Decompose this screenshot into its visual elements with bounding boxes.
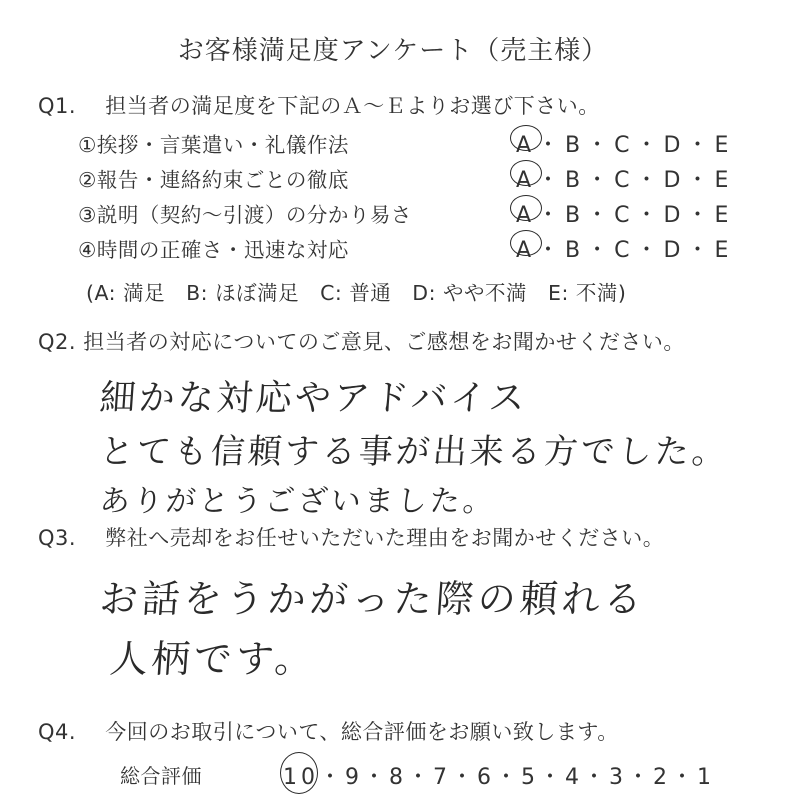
q1-item-scale: A・B・C・D・E <box>516 203 735 228</box>
handwritten-answer-line: 細かな対応やアドバイス <box>98 378 530 419</box>
question-text: 担当者の満足度を下記のＡ～Ｅよりお選び下さい。 <box>105 94 600 118</box>
q1-item-label: ②報告・連絡約束ごとの徹底 <box>78 168 349 192</box>
question-text: 今回のお取引について、総合評価をお願い致します。 <box>105 720 619 744</box>
question-number: Q4. <box>38 720 77 744</box>
selection-circle <box>510 230 542 256</box>
handwritten-answer-line: お話をうかがった際の頼れる <box>98 577 648 621</box>
question-text: 担当者の対応についてのご意見、ご感想をお聞かせください。 <box>83 330 685 354</box>
question-4 <box>38 716 619 746</box>
handwritten-answer-line: とても信頼する事が出来る方でした。 <box>98 432 731 472</box>
question-3 <box>38 522 664 552</box>
selection-circle <box>510 195 542 221</box>
q1-item-scale: A・B・C・D・E <box>516 168 735 193</box>
q1-item-scale: A・B・C・D・E <box>516 238 735 263</box>
handwritten-answer-line: ありがとうございました。 <box>98 484 497 519</box>
q1-item-label: ③説明（契約～引渡）の分かり易さ <box>78 203 412 227</box>
selection-circle <box>510 125 542 151</box>
question-number: Q2. <box>38 330 77 354</box>
q1-item-label: ④時間の正確さ・迅速な対応 <box>78 238 349 262</box>
selection-circle <box>280 752 318 794</box>
question-1 <box>38 90 600 120</box>
overall-score-label: 総合評価 <box>120 764 202 788</box>
overall-score-scale: 10・9・8・7・6・5・4・3・2・1 <box>283 765 715 790</box>
selection-circle <box>510 160 542 186</box>
handwritten-answer-line: 人柄です。 <box>108 637 319 681</box>
question-number: Q3. <box>38 526 77 550</box>
q1-item-scale: A・B・C・D・E <box>516 133 735 158</box>
question-text: 弊社へ売却をお任せいただいた理由をお聞かせください。 <box>105 526 665 550</box>
q1-legend: (A: 満足 B: ほぼ満足 C: 普通 D: やや不満 E: 不満) <box>86 281 627 305</box>
question-number: Q1. <box>38 94 77 118</box>
page-title: お客様満足度アンケート（売主様） <box>177 36 609 66</box>
q1-item-label: ①挨拶・言葉遣い・礼儀作法 <box>78 133 349 157</box>
question-2 <box>38 326 685 356</box>
